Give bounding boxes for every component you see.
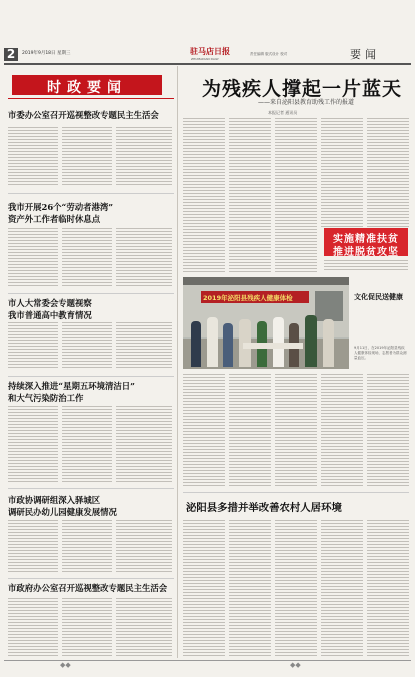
left-column-rule (177, 66, 178, 658)
feature-body-col3 (275, 118, 317, 272)
banner-underline (8, 98, 174, 99)
feature-body-col5 (367, 118, 409, 228)
feature-body-col5-tail (324, 260, 408, 272)
article-divider (8, 376, 174, 377)
feature-body-col4 (321, 118, 363, 228)
article-1-body-col3 (116, 127, 172, 187)
date-line: 2019年9月18日 星期三 (22, 51, 71, 56)
news-banner-text: 时政要闻 (47, 80, 127, 96)
page-number: 2 (6, 47, 16, 61)
feature-lower-col4 (321, 374, 363, 486)
bottom-story-col5 (367, 520, 409, 656)
bottom-story-col3 (275, 520, 317, 656)
article-4-headline: 持续深入推进“星期五环境清洁日” (8, 381, 135, 391)
bottom-story-col2 (229, 520, 271, 656)
feature-byline: 本报记者 通讯员 (268, 110, 298, 115)
article-3-body-col2 (62, 322, 112, 370)
article-6-body-col3 (116, 598, 172, 656)
photo-caption: 9月11日，在2019年泌阳县残疾人健康体检现场，志愿者为群众测量血压。 (354, 346, 407, 360)
article-5-body-col2 (62, 520, 112, 572)
photo-person (273, 317, 284, 367)
article-6-body-col1 (8, 598, 58, 656)
article-5-body-col3 (116, 520, 172, 572)
article-6-body-col2 (62, 598, 112, 656)
feature-lower-col2 (229, 374, 271, 486)
footer-ornament: ◆◆ (60, 661, 71, 669)
feature-subhead: ——来自泌阳县教育助残工作的报道 (258, 99, 355, 106)
article-4-body-col1 (8, 406, 58, 482)
feature-bottom-rule (183, 492, 409, 493)
photo-person (207, 317, 218, 367)
article-2-headline: 我市开展26个“劳动者港湾” (8, 202, 114, 212)
photo-window (315, 291, 343, 321)
feature-lower-col1 (183, 374, 225, 486)
article-3-headline-line2: 我市普通高中教育情况 (8, 310, 92, 320)
bottom-story-headline: 泌阳县多措并举改善农村人居环境 (186, 502, 342, 514)
feature-body-col2 (229, 118, 271, 272)
article-2-body-col2 (62, 228, 112, 288)
editor-line: 责任编辑 版式设计 校对 (250, 52, 288, 56)
photo-roof (183, 277, 349, 285)
photo-person (305, 315, 317, 367)
article-1-body-col2 (62, 127, 112, 187)
photo-person (223, 323, 233, 367)
feature-lower-col3 (275, 374, 317, 486)
article-4-headline-line2: 和大气污染防治工作 (8, 393, 84, 403)
photo-table (243, 343, 303, 349)
feature-photo (183, 277, 349, 369)
article-4-body-col2 (62, 406, 112, 482)
bottom-story-col4 (321, 520, 363, 656)
article-divider (8, 488, 174, 489)
article-divider (8, 578, 174, 579)
masthead-sub: ZHUMADIAN DAILY (191, 57, 219, 61)
article-2-body-col3 (116, 228, 172, 288)
article-2-body-col1 (8, 228, 58, 288)
feature-headline: 为残疾人撑起一片蓝天 (202, 78, 403, 100)
article-5-headline-line2: 调研民办幼儿园健康发展情况 (8, 507, 117, 517)
photo-person (191, 321, 201, 367)
photo-title: 文化促民送健康 (354, 292, 403, 301)
feature-lower-col5 (367, 374, 409, 486)
article-5-body-col1 (8, 520, 58, 572)
article-divider (8, 193, 174, 194)
feature-body-col1 (183, 118, 225, 272)
slogan-line-1: 实施精准扶贫 (333, 234, 399, 245)
article-3-body-col3 (116, 322, 172, 370)
article-1-headline: 市委办公室召开巡视整改专题民主生活会 (8, 110, 159, 120)
article-1-body-col1 (8, 127, 58, 187)
article-5-headline: 市政协调研组深入驿城区 (8, 495, 101, 505)
article-2-headline-line2: 资产外工作者临时休息点 (8, 214, 101, 224)
section-title: 要闻 (350, 48, 380, 61)
bottom-story-col1 (183, 520, 225, 656)
photo-person (323, 319, 334, 367)
article-3-body-col1 (8, 322, 58, 370)
article-4-body-col3 (116, 406, 172, 482)
slogan-line-2: 推进脱贫攻坚 (333, 247, 399, 258)
footer-ornament: ◆◆ (290, 661, 301, 669)
masthead: 驻马店日报 (190, 46, 230, 56)
article-6-headline: 市政府办公室召开巡视整改专题民主生活会 (8, 583, 168, 593)
article-3-headline: 市人大常委会专题视察 (8, 298, 92, 308)
header-rule (4, 63, 411, 65)
photo-banner-text: 2019年泌阳县残疾人健康体检 (203, 294, 293, 302)
article-divider (8, 293, 174, 294)
